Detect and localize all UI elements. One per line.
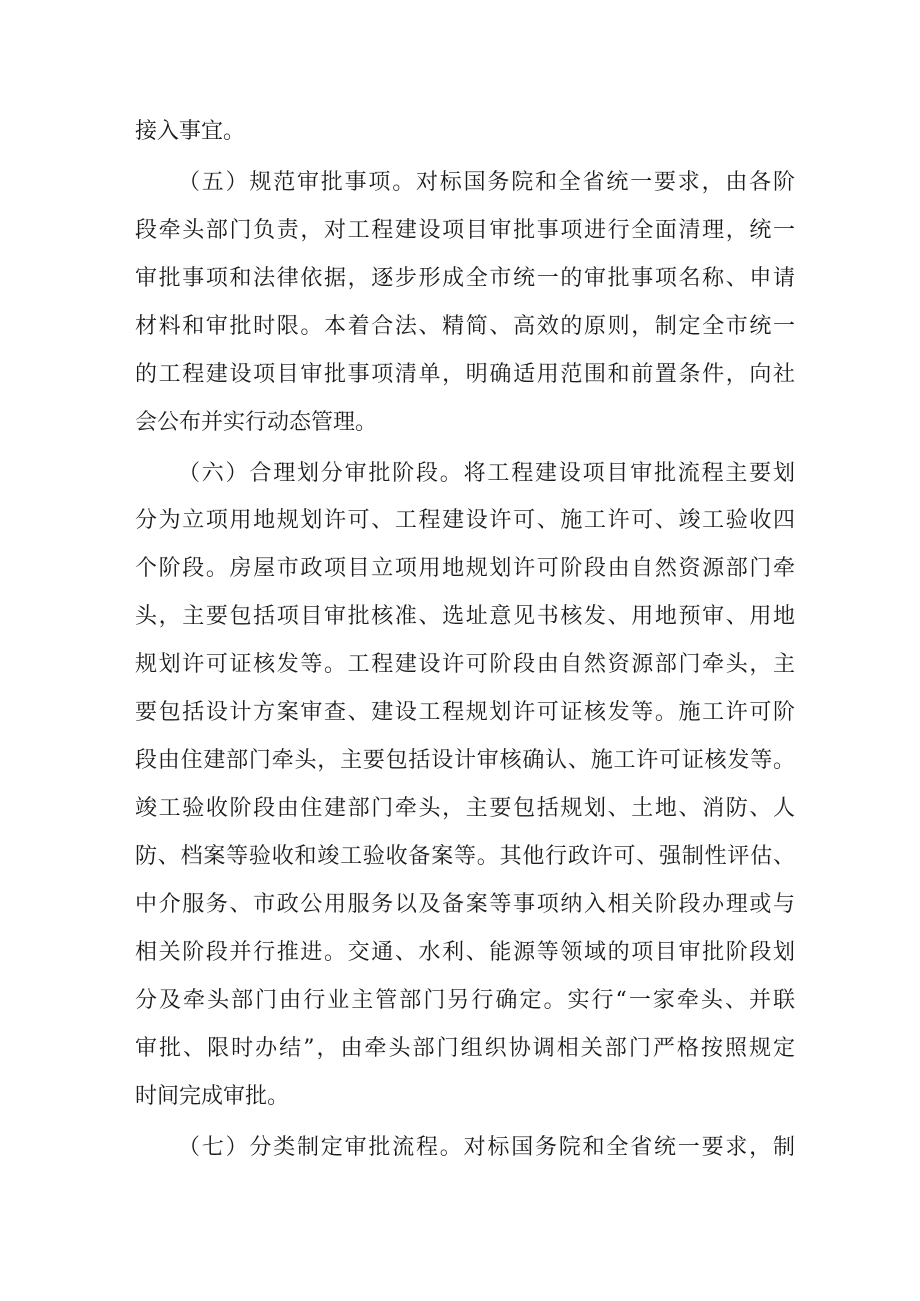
- text-line: 个阶段。房屋市政项目立项用地规划许可阶段由自然资源部门牵: [135, 556, 795, 581]
- text-line: 头，主要包括项目审批核准、选址意见书核发、用地预审、用地: [135, 604, 795, 629]
- text-line: 时间完成审批。: [135, 1084, 290, 1109]
- text-line: 分为立项用地规划许可、工程建设许可、施工许可、竣工验收四: [135, 508, 795, 533]
- text-line: 接入事宜。: [135, 119, 246, 144]
- text-line: 审批、限时办结”，由牵头部门组织协调相关部门严格按照规定: [135, 1036, 795, 1061]
- text-line: 审批事项和法律依据，逐步形成全市统一的审批事项名称、申请: [135, 266, 795, 291]
- text-line: 段由住建部门牵头，主要包括设计审核确认、施工许可证核发等。: [135, 748, 795, 773]
- text-line: 规划许可证核发等。工程建设许可阶段由自然资源部门牵头，主: [135, 652, 795, 677]
- text-line: 会公布并实行动态管理。: [135, 410, 378, 435]
- section-five-heading-line: （五）规范审批事项。对标国务院和全省统一要求，由各阶: [178, 170, 795, 195]
- text-line: 相关阶段并行推进。交通、水利、能源等领域的项目审批阶段划: [135, 940, 795, 965]
- text-line: 分及牵头部门由行业主管部门另行确定。实行“一家牵头、并联: [135, 988, 795, 1013]
- text-line: 的工程建设项目审批事项清单，明确适用范围和前置条件，向社: [135, 362, 795, 387]
- text-line: 材料和审批时限。本着合法、精简、高效的原则，制定全市统一: [135, 314, 795, 339]
- text-line: 竣工验收阶段由住建部门牵头，主要包括规划、土地、消防、人: [135, 796, 795, 821]
- section-seven-heading-line: （七）分类制定审批流程。对标国务院和全省统一要求，制: [178, 1135, 795, 1160]
- section-six-heading-line: （六）合理划分审批阶段。将工程建设项目审批流程主要划: [178, 461, 795, 486]
- text-line: 防、档案等验收和竣工验收备案等。其他行政许可、强制性评估、: [135, 844, 795, 869]
- text-line: 段牵头部门负责，对工程建设项目审批事项进行全面清理，统一: [135, 218, 795, 243]
- text-line: 要包括设计方案审查、建设工程规划许可证核发等。施工许可阶: [135, 700, 795, 725]
- text-line: 中介服务、市政公用服务以及备案等事项纳入相关阶段办理或与: [135, 892, 795, 917]
